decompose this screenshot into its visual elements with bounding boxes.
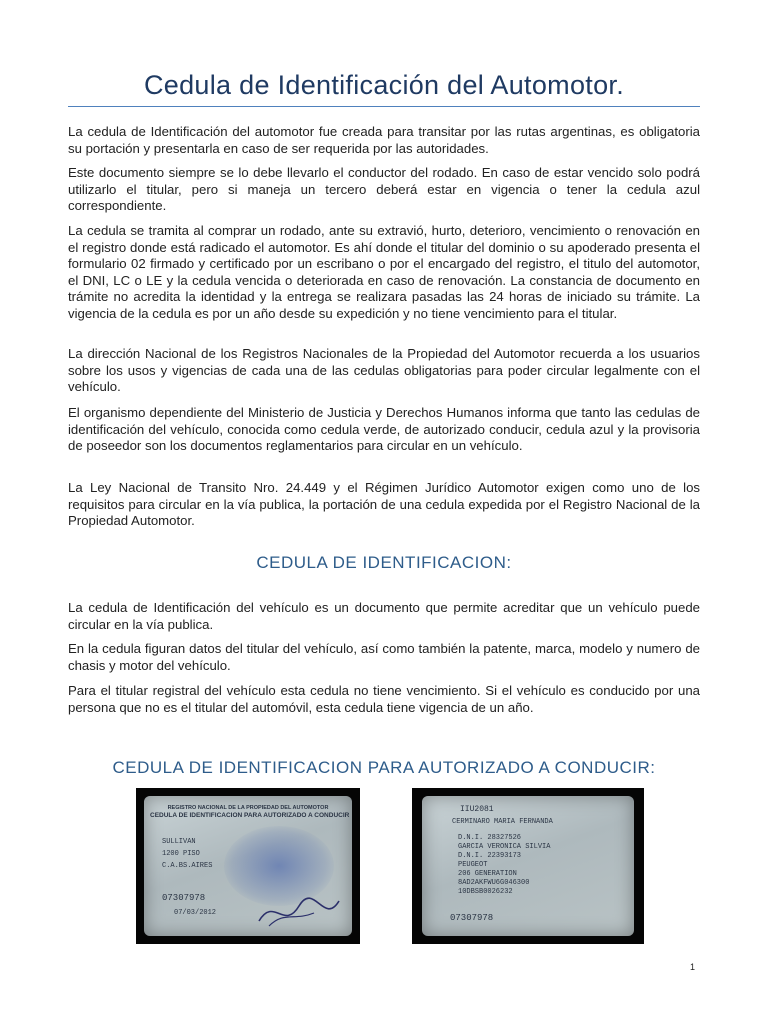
section-heading: CEDULA DE IDENTIFICACION: [256, 553, 512, 572]
card-field: D.N.I. 22393173 [458, 852, 522, 860]
paragraph: Este documento siempre se lo debe llevarlo el conductor del rodado. En caso de estar vencido solo podrá utilizarlo el titular, pero si maneja un tercero deberá estar en vigencia o tener la cedula azul correspondiente. [68, 165, 700, 213]
card-field: IIU2081 [460, 805, 494, 814]
paragraph: Para el titular registral del vehículo esta cedula no tiene vencimiento. Si el vehículo es conducido por una persona que no es el titular del automóvil, esta cedula tiene vigencia de un año. [68, 683, 700, 715]
card-field: 206 GENERATION [458, 870, 517, 878]
card-field: D.N.I. 28327526 [458, 834, 522, 842]
card-back-photo [412, 788, 644, 944]
card-number: 07307978 [162, 893, 206, 903]
card-number: 07307978 [450, 913, 494, 923]
paragraph: La cedula se tramita al comprar un rodado, ante su extravió, hurto, deterioro, vencimiento o renovación en el registro donde está radicado el automotor. Es ahí donde el titular del dominio o su apoderado presenta el formulario 02 firmado y certificado por un escribano o por el encargado del registro, el titulo del automotor, el DNI, LC o LE y la cedula vencida o deteriorada en caso de renovación. La constancia de documento en trámite no acredita la identidad y la entrega se realizara pasadas las 24 horas de iniciado su trámite. La vigencia de la cedula es por un año desde su expedición y no tiene vencimiento para el titular. [68, 223, 700, 321]
card-field: 1200 PISO [162, 850, 200, 858]
card-header: CEDULA DE IDENTIFICACION PARA AUTORIZADO A CONDUCIR [150, 812, 350, 819]
paragraph: La dirección Nacional de los Registros Nacionales de la Propiedad del Automotor recuerda a los usuarios sobre los usos y vigencias de cada una de las cedulas obligatorias para poder circular legalmente con el vehículo. [68, 346, 700, 394]
page-number: 1 [690, 962, 696, 972]
card-field: C.A.BS.AIRES [162, 862, 213, 870]
section-heading: CEDULA DE IDENTIFICACION PARA AUTORIZADO A CONDUCIR: [112, 758, 656, 777]
card-field: GARCIA VERONICA SILVIA [458, 843, 551, 851]
card-field: SULLIVAN [162, 838, 196, 846]
card-field: PEUGEOT [458, 861, 488, 869]
page-title: Cedula de Identificación del Automotor. [143, 70, 624, 100]
card-field: CERMINARO MARIA FERNANDA [452, 818, 553, 826]
paragraph: La Ley Nacional de Transito Nro. 24.449 y el Régimen Jurídico Automotor exigen como uno de los requisitos para circular en la vía publica, la portación de una cedula expedida por el Registro Nacional de la Propiedad Automotor. [68, 480, 700, 528]
card-field: 10DBSB0026232 [458, 888, 513, 896]
signature-mark [254, 891, 344, 933]
card-front-photo [136, 788, 360, 944]
card-back [422, 796, 634, 936]
title-underline [68, 106, 700, 107]
card-header: REGISTRO NACIONAL DE LA PROPIEDAD DEL AUTOMOTOR [167, 805, 329, 811]
card-field: 8AD2AKFWU6G046300 [458, 879, 530, 887]
card-front [144, 796, 352, 936]
paragraph: En la cedula figuran datos del titular del vehículo, así como también la patente, marca, modelo y numero de chasis y motor del vehículo. [68, 641, 700, 673]
paragraph: La cedula de Identificación del vehículo es un documento que permite acreditar que un vehículo puede circular en la vía publica. [68, 600, 700, 632]
paragraph: La cedula de Identificación del automotor fue creada para transitar por las rutas argentinas, es obligatoria su portación y presentarla en caso de ser requerida por las autoridades. [68, 124, 700, 156]
card-date: 07/03/2012 [174, 909, 217, 917]
paragraph: El organismo dependiente del Ministerio de Justicia y Derechos Humanos informa que tanto las cedulas de identificación del vehículo, conocida como cedula verde, de autorizado conducir, cedula azul y la provisoria de poseedor son los documentos reglamentarios para circular en un vehículo. [68, 405, 700, 453]
